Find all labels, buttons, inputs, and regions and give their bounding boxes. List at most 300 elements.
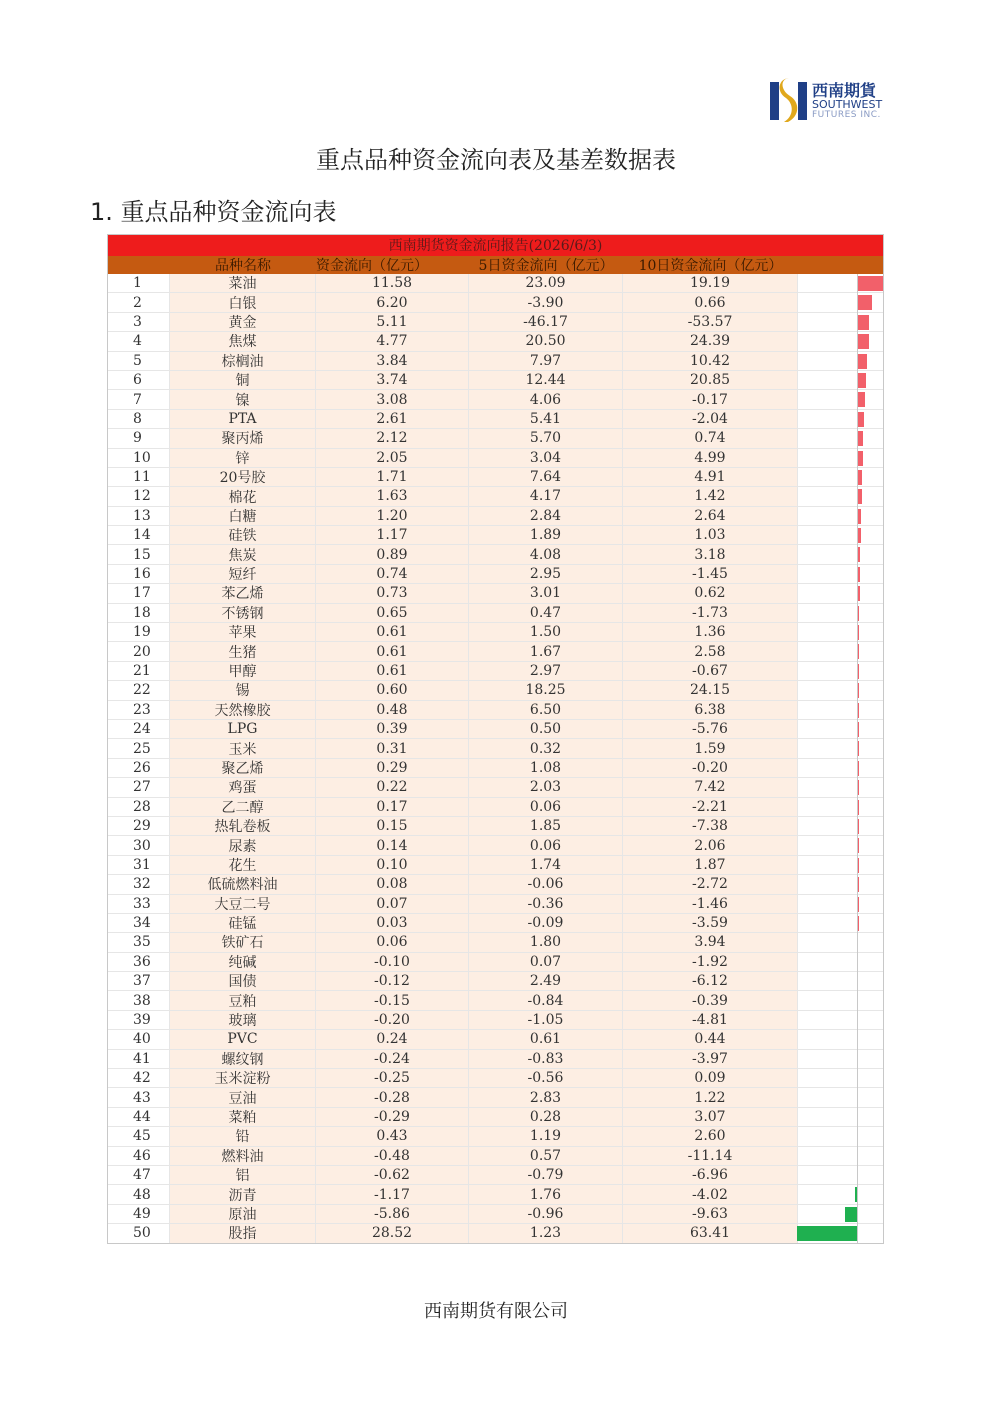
row-flow-10d: -1.92	[623, 953, 798, 971]
header-flow: 资金流向（亿元）	[316, 258, 428, 274]
table-row	[107, 313, 884, 332]
row-flow-10d: -2.72	[623, 875, 798, 893]
row-index: 30	[107, 836, 170, 854]
row-index: 31	[107, 856, 170, 874]
row-flow-5d: 18.25	[469, 681, 623, 699]
row-name: 菜粕	[170, 1108, 316, 1126]
bar-axis	[857, 274, 858, 1244]
row-bar-cell	[798, 991, 884, 1009]
row-bar-cell	[798, 584, 884, 602]
table-header	[107, 256, 884, 274]
table-row	[107, 410, 884, 429]
row-flow-10d: 19.19	[623, 274, 798, 292]
table-row	[107, 584, 884, 603]
row-flow-5d: 5.70	[469, 429, 623, 447]
row-bar-cell	[798, 604, 884, 622]
row-index: 29	[107, 817, 170, 835]
flow-bar	[858, 625, 859, 640]
header-flow-10d: 10日资金流向（亿元）	[638, 258, 783, 274]
row-bar-cell	[798, 953, 884, 971]
row-flow-5d: 1.76	[469, 1185, 623, 1203]
row-bar-cell	[798, 429, 884, 447]
row-name: 白银	[170, 293, 316, 311]
row-flow-10d: -1.46	[623, 895, 798, 913]
row-flow-10d: -6.12	[623, 972, 798, 990]
row-flow-5d: 7.97	[469, 352, 623, 370]
logo-english-text: SOUTHWEST	[812, 98, 883, 111]
flow-bar	[858, 509, 861, 524]
table-row	[107, 933, 884, 952]
section-heading	[90, 192, 337, 227]
flow-bar	[858, 276, 884, 291]
header-name: 品种名称	[215, 258, 271, 274]
row-flow: 0.61	[316, 642, 469, 660]
row-flow-5d: 12.44	[469, 371, 623, 389]
row-flow: -5.86	[316, 1205, 469, 1223]
table-row	[107, 836, 884, 855]
row-index: 21	[107, 662, 170, 680]
row-bar-cell	[798, 332, 884, 350]
row-flow-10d: 2.58	[623, 642, 798, 660]
row-flow: -0.20	[316, 1011, 469, 1029]
row-bar-cell	[798, 352, 884, 370]
row-index: 17	[107, 584, 170, 602]
row-flow: 0.43	[316, 1127, 469, 1145]
row-index: 7	[107, 390, 170, 408]
row-name: 玉米	[170, 739, 316, 757]
table-row	[107, 1127, 884, 1146]
table-row	[107, 487, 884, 506]
row-bar-cell	[798, 1011, 884, 1029]
row-name: 玻璃	[170, 1011, 316, 1029]
row-name: 螺纹钢	[170, 1050, 316, 1068]
row-name: 锌	[170, 449, 316, 467]
row-bar-cell	[798, 778, 884, 796]
table-row	[107, 1185, 884, 1204]
flow-bar	[858, 586, 860, 601]
row-flow: 3.74	[316, 371, 469, 389]
row-index: 23	[107, 701, 170, 719]
row-index: 40	[107, 1030, 170, 1048]
table-body	[107, 274, 884, 1244]
table-row	[107, 1166, 884, 1185]
row-name: 短纤	[170, 565, 316, 583]
row-index: 50	[107, 1224, 170, 1242]
row-flow: -0.24	[316, 1050, 469, 1068]
row-index: 15	[107, 545, 170, 563]
row-flow: 0.29	[316, 759, 469, 777]
row-flow-5d: 2.95	[469, 565, 623, 583]
row-bar-cell	[798, 759, 884, 777]
row-flow-5d: -46.17	[469, 313, 623, 331]
row-name: 镍	[170, 390, 316, 408]
row-flow-5d: 0.57	[469, 1147, 623, 1165]
row-name: 花生	[170, 856, 316, 874]
row-name: 硅锰	[170, 914, 316, 932]
row-flow-5d: 1.89	[469, 526, 623, 544]
row-flow-10d: 2.64	[623, 507, 798, 525]
row-name: 原油	[170, 1205, 316, 1223]
row-flow: 1.20	[316, 507, 469, 525]
flow-bar	[858, 683, 859, 698]
row-flow-10d: 0.62	[623, 584, 798, 602]
row-flow-5d: 2.49	[469, 972, 623, 990]
table-row	[107, 1011, 884, 1030]
row-flow-10d: -2.04	[623, 410, 798, 428]
table-row	[107, 1088, 884, 1107]
row-flow-10d: 1.36	[623, 623, 798, 641]
row-name: PVC	[170, 1030, 316, 1048]
row-flow-5d: 5.41	[469, 410, 623, 428]
table-row	[107, 953, 884, 972]
row-bar-cell	[798, 1030, 884, 1048]
flow-bar	[858, 547, 860, 562]
table-row	[107, 526, 884, 545]
row-flow: -0.29	[316, 1108, 469, 1126]
row-index: 1	[107, 274, 170, 292]
row-flow-10d: -6.96	[623, 1166, 798, 1184]
row-flow: 0.61	[316, 623, 469, 641]
row-flow-10d: 3.18	[623, 545, 798, 563]
row-index: 22	[107, 681, 170, 699]
row-flow-10d: -2.21	[623, 798, 798, 816]
row-name: 甲醇	[170, 662, 316, 680]
row-flow-10d: -4.02	[623, 1185, 798, 1203]
row-name: 豆油	[170, 1088, 316, 1106]
row-flow-10d: -1.45	[623, 565, 798, 583]
row-flow: 0.22	[316, 778, 469, 796]
row-flow: -0.62	[316, 1166, 469, 1184]
row-name: 大豆二号	[170, 895, 316, 913]
table-row	[107, 293, 884, 312]
row-bar-cell	[798, 410, 884, 428]
flow-bar	[858, 315, 869, 330]
row-bar-cell	[798, 565, 884, 583]
row-name: 硅铁	[170, 526, 316, 544]
flow-bar	[858, 451, 863, 466]
row-name: 股指	[170, 1224, 316, 1242]
row-name: 乙二醇	[170, 798, 316, 816]
row-flow-5d: -0.79	[469, 1166, 623, 1184]
row-index: 3	[107, 313, 170, 331]
row-flow-10d: -0.67	[623, 662, 798, 680]
row-flow-5d: 3.04	[469, 449, 623, 467]
row-index: 28	[107, 798, 170, 816]
row-bar-cell	[798, 449, 884, 467]
row-flow-5d: -0.36	[469, 895, 623, 913]
row-flow-10d: -5.76	[623, 720, 798, 738]
row-flow: 0.17	[316, 798, 469, 816]
row-name: 天然橡胶	[170, 701, 316, 719]
flow-bar	[858, 412, 864, 427]
flow-bar	[858, 877, 859, 892]
row-bar-cell	[798, 313, 884, 331]
row-bar-cell	[798, 1224, 884, 1242]
row-name: 铝	[170, 1166, 316, 1184]
logo-mark-icon	[768, 76, 810, 124]
row-flow: 11.58	[316, 274, 469, 292]
row-flow-5d: 4.17	[469, 487, 623, 505]
row-flow-5d: 4.06	[469, 390, 623, 408]
row-flow-10d: 0.44	[623, 1030, 798, 1048]
row-bar-cell	[798, 1147, 884, 1165]
row-flow-5d: -0.56	[469, 1069, 623, 1087]
row-name: 不锈钢	[170, 604, 316, 622]
footer-company: 西南期货有限公司	[424, 1301, 568, 1322]
row-flow: 1.63	[316, 487, 469, 505]
row-flow: -0.15	[316, 991, 469, 1009]
row-flow: 0.14	[316, 836, 469, 854]
table-row	[107, 390, 884, 409]
row-index: 44	[107, 1108, 170, 1126]
row-name: 国债	[170, 972, 316, 990]
row-flow-5d: -0.83	[469, 1050, 623, 1068]
table-row	[107, 429, 884, 448]
row-flow-10d: 4.91	[623, 468, 798, 486]
table-row	[107, 739, 884, 758]
row-flow: 2.05	[316, 449, 469, 467]
row-bar-cell	[798, 507, 884, 525]
row-index: 36	[107, 953, 170, 971]
flow-bar	[858, 741, 859, 756]
table-row	[107, 778, 884, 797]
row-index: 12	[107, 487, 170, 505]
row-flow-10d: 1.42	[623, 487, 798, 505]
row-index: 13	[107, 507, 170, 525]
row-flow: 0.65	[316, 604, 469, 622]
row-index: 46	[107, 1147, 170, 1165]
table-row	[107, 720, 884, 739]
flow-bar	[858, 800, 859, 815]
header-index	[107, 256, 170, 274]
row-flow-5d: 0.50	[469, 720, 623, 738]
row-name: 玉米淀粉	[170, 1069, 316, 1087]
row-flow: -0.25	[316, 1069, 469, 1087]
table-row	[107, 914, 884, 933]
row-flow: -0.10	[316, 953, 469, 971]
row-flow: 0.03	[316, 914, 469, 932]
row-index: 4	[107, 332, 170, 350]
row-bar-cell	[798, 701, 884, 719]
row-name: 菜油	[170, 274, 316, 292]
row-flow-10d: 2.06	[623, 836, 798, 854]
row-flow: 0.24	[316, 1030, 469, 1048]
row-bar-cell	[798, 1088, 884, 1106]
row-index: 10	[107, 449, 170, 467]
row-flow: 0.31	[316, 739, 469, 757]
row-index: 33	[107, 895, 170, 913]
row-index: 41	[107, 1050, 170, 1068]
row-bar-cell	[798, 642, 884, 660]
table-row	[107, 1069, 884, 1088]
flow-bar	[858, 838, 859, 853]
row-bar-cell	[798, 662, 884, 680]
row-bar-cell	[798, 720, 884, 738]
row-flow-5d: 2.97	[469, 662, 623, 680]
row-index: 43	[107, 1088, 170, 1106]
row-index: 25	[107, 739, 170, 757]
row-flow: 0.06	[316, 933, 469, 951]
row-index: 20	[107, 642, 170, 660]
row-flow: 4.77	[316, 332, 469, 350]
row-flow-10d: -11.14	[623, 1147, 798, 1165]
row-bar-cell	[798, 1166, 884, 1184]
table-row	[107, 1224, 884, 1243]
row-bar-cell	[798, 1069, 884, 1087]
row-flow: 0.61	[316, 662, 469, 680]
row-flow-5d: 2.84	[469, 507, 623, 525]
company-logo	[768, 76, 900, 124]
row-name: 尿素	[170, 836, 316, 854]
table-row	[107, 449, 884, 468]
fund-flow-table	[107, 234, 884, 1244]
row-flow-5d: 0.32	[469, 739, 623, 757]
row-index: 49	[107, 1205, 170, 1223]
table-banner: 西南期货资金流向报告(2026/6/3)	[107, 234, 884, 256]
row-name: 白糖	[170, 507, 316, 525]
row-flow-10d: -7.38	[623, 817, 798, 835]
logo-chinese-text: 西南期貨	[812, 81, 877, 100]
row-flow-5d: 1.67	[469, 642, 623, 660]
row-flow-10d: 6.38	[623, 701, 798, 719]
row-bar-cell	[798, 875, 884, 893]
table-row	[107, 332, 884, 351]
row-flow-10d: 3.94	[623, 933, 798, 951]
header-bar	[798, 256, 884, 274]
row-flow-10d: 1.59	[623, 739, 798, 757]
row-flow-5d: 2.03	[469, 778, 623, 796]
table-row	[107, 1205, 884, 1224]
flow-bar	[858, 897, 859, 912]
table-row	[107, 798, 884, 817]
row-index: 6	[107, 371, 170, 389]
row-flow-10d: -0.17	[623, 390, 798, 408]
table-row	[107, 604, 884, 623]
row-flow-10d: -0.20	[623, 759, 798, 777]
row-name: 燃料油	[170, 1147, 316, 1165]
row-name: 苯乙烯	[170, 584, 316, 602]
header-flow-5d: 5日资金流向（亿元）	[478, 258, 614, 274]
row-flow: 2.12	[316, 429, 469, 447]
row-index: 27	[107, 778, 170, 796]
table-row	[107, 681, 884, 700]
row-name: 低硫燃料油	[170, 875, 316, 893]
table-row	[107, 1050, 884, 1069]
row-flow-5d: -3.90	[469, 293, 623, 311]
row-index: 8	[107, 410, 170, 428]
row-flow-5d: 20.50	[469, 332, 623, 350]
flow-bar	[858, 489, 862, 504]
row-name: 铅	[170, 1127, 316, 1145]
row-flow-10d: 0.74	[623, 429, 798, 447]
row-flow-5d: 2.83	[469, 1088, 623, 1106]
row-name: 聚丙烯	[170, 429, 316, 447]
row-index: 45	[107, 1127, 170, 1145]
row-flow: 0.10	[316, 856, 469, 874]
row-index: 47	[107, 1166, 170, 1184]
row-flow-10d: 63.41	[623, 1224, 798, 1242]
row-flow-10d: -0.39	[623, 991, 798, 1009]
row-flow-10d: 7.42	[623, 778, 798, 796]
row-index: 24	[107, 720, 170, 738]
row-flow-5d: 0.06	[469, 836, 623, 854]
row-flow-10d: 3.07	[623, 1108, 798, 1126]
row-name: 苹果	[170, 623, 316, 641]
row-bar-cell	[798, 1050, 884, 1068]
row-name: 生猪	[170, 642, 316, 660]
table-row	[107, 507, 884, 526]
row-name: 豆粕	[170, 991, 316, 1009]
row-flow-10d: -4.81	[623, 1011, 798, 1029]
row-flow: -0.28	[316, 1088, 469, 1106]
row-name: 热轧卷板	[170, 817, 316, 835]
row-flow-5d: 0.06	[469, 798, 623, 816]
row-flow: 0.73	[316, 584, 469, 602]
row-index: 9	[107, 429, 170, 447]
table-row	[107, 565, 884, 584]
row-bar-cell	[798, 895, 884, 913]
row-flow-10d: -3.97	[623, 1050, 798, 1068]
flow-bar	[858, 528, 861, 543]
section-title-text: 重点品种资金流向表	[120, 198, 337, 226]
table-row	[107, 759, 884, 778]
logo-english-subtext: FUTURES INC.	[812, 110, 881, 120]
table-row	[107, 701, 884, 720]
row-name: 棕榈油	[170, 352, 316, 370]
row-index: 2	[107, 293, 170, 311]
row-bar-cell	[798, 1185, 884, 1203]
row-index: 38	[107, 991, 170, 1009]
flow-bar	[858, 431, 863, 446]
row-bar-cell	[798, 856, 884, 874]
row-flow-5d: 7.64	[469, 468, 623, 486]
row-bar-cell	[798, 1108, 884, 1126]
row-flow-10d: 0.09	[623, 1069, 798, 1087]
table-row	[107, 662, 884, 681]
flow-bar	[858, 916, 859, 931]
row-flow: 3.84	[316, 352, 469, 370]
row-bar-cell	[798, 293, 884, 311]
row-flow-5d: 1.85	[469, 817, 623, 835]
row-flow-5d: 23.09	[469, 274, 623, 292]
flow-bar	[858, 295, 872, 310]
row-name: 黄金	[170, 313, 316, 331]
row-flow-5d: 0.07	[469, 953, 623, 971]
table-row	[107, 1108, 884, 1127]
row-bar-cell	[798, 545, 884, 563]
document-title: 重点品种资金流向表及基差数据表	[316, 146, 676, 174]
row-flow: 28.52	[316, 1224, 469, 1242]
row-bar-cell	[798, 798, 884, 816]
row-flow-10d: 1.22	[623, 1088, 798, 1106]
row-flow-10d: 24.39	[623, 332, 798, 350]
row-flow-5d: 1.80	[469, 933, 623, 951]
row-bar-cell	[798, 933, 884, 951]
row-flow: 2.61	[316, 410, 469, 428]
row-name: 棉花	[170, 487, 316, 505]
row-flow: 0.89	[316, 545, 469, 563]
row-flow-10d: 1.03	[623, 526, 798, 544]
row-index: 26	[107, 759, 170, 777]
row-flow-5d: 0.61	[469, 1030, 623, 1048]
row-flow: 1.17	[316, 526, 469, 544]
table-row	[107, 817, 884, 836]
row-name: 锡	[170, 681, 316, 699]
table-row	[107, 895, 884, 914]
row-flow-5d: 1.74	[469, 856, 623, 874]
row-flow-5d: 1.19	[469, 1127, 623, 1145]
flow-bar	[858, 354, 867, 369]
